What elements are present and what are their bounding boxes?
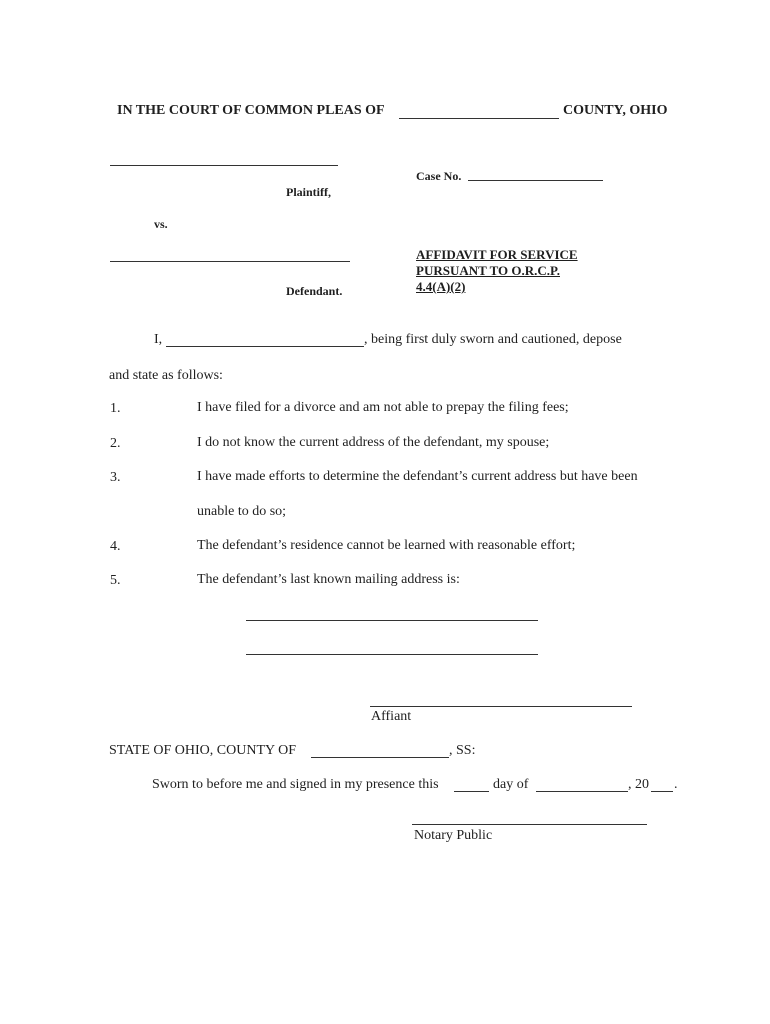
item-number: 5. bbox=[110, 573, 121, 588]
day-line bbox=[454, 791, 489, 792]
jurat-state-prefix: STATE OF OHIO, COUNTY OF bbox=[109, 743, 296, 758]
court-header-prefix: IN THE COURT OF COMMON PLEAS OF bbox=[117, 103, 385, 118]
notary-signature-line bbox=[412, 824, 647, 825]
defendant-label: Defendant. bbox=[286, 284, 343, 298]
sworn-text: Sworn to before me and signed in my presence this bbox=[152, 777, 439, 792]
affiant-name-line bbox=[166, 346, 364, 347]
defendant-name-line bbox=[110, 261, 350, 262]
item-text: I have made efforts to determine the defendant’s current address but have been bbox=[197, 469, 638, 484]
plaintiff-label: Plaintiff, bbox=[286, 185, 331, 199]
year-line bbox=[651, 791, 673, 792]
intro-i: I, bbox=[154, 332, 163, 347]
item-text: I do not know the current address of the defendant, my spouse; bbox=[197, 435, 550, 450]
item-text: The defendant’s residence cannot be learned with reasonable effort; bbox=[197, 538, 576, 553]
plaintiff-name-line bbox=[110, 165, 338, 166]
jurat-county-line bbox=[311, 757, 449, 758]
versus-label: vs. bbox=[154, 217, 168, 231]
affiant-signature-line bbox=[370, 706, 632, 707]
item-text: I have filed for a divorce and am not able to prepay the filing fees; bbox=[197, 400, 569, 415]
item-text-continued: unable to do so; bbox=[197, 504, 287, 519]
jurat-state-suffix: , SS: bbox=[449, 743, 476, 758]
county-blank-line bbox=[399, 118, 559, 119]
notary-label: Notary Public bbox=[414, 828, 493, 843]
item-text: The defendant’s last known mailing address is: bbox=[197, 572, 460, 587]
day-of-label: day of bbox=[493, 777, 529, 792]
document-title bbox=[416, 247, 578, 295]
year-suffix: . bbox=[674, 777, 678, 792]
court-header-suffix: COUNTY, OHIO bbox=[563, 103, 668, 118]
year-prefix: , 20 bbox=[628, 777, 649, 792]
address-line-2 bbox=[246, 654, 538, 655]
item-number: 4. bbox=[110, 539, 121, 554]
affiant-label: Affiant bbox=[371, 709, 412, 724]
item-number: 1. bbox=[110, 401, 121, 416]
title-line-1: AFFIDAVIT FOR SERVICE bbox=[416, 247, 578, 262]
intro-line-2: and state as follows: bbox=[109, 368, 223, 383]
item-number: 2. bbox=[110, 436, 121, 451]
case-no-line bbox=[468, 180, 603, 181]
title-line-2: PURSUANT TO O.R.C.P. bbox=[416, 263, 560, 278]
address-line-1 bbox=[246, 620, 538, 621]
intro-rest: , being first duly sworn and cautioned, depose bbox=[364, 332, 622, 347]
case-no-label: Case No. bbox=[416, 169, 462, 183]
month-line bbox=[536, 791, 628, 792]
title-line-3: 4.4(A)(2) bbox=[416, 279, 466, 294]
item-number: 3. bbox=[110, 470, 121, 485]
